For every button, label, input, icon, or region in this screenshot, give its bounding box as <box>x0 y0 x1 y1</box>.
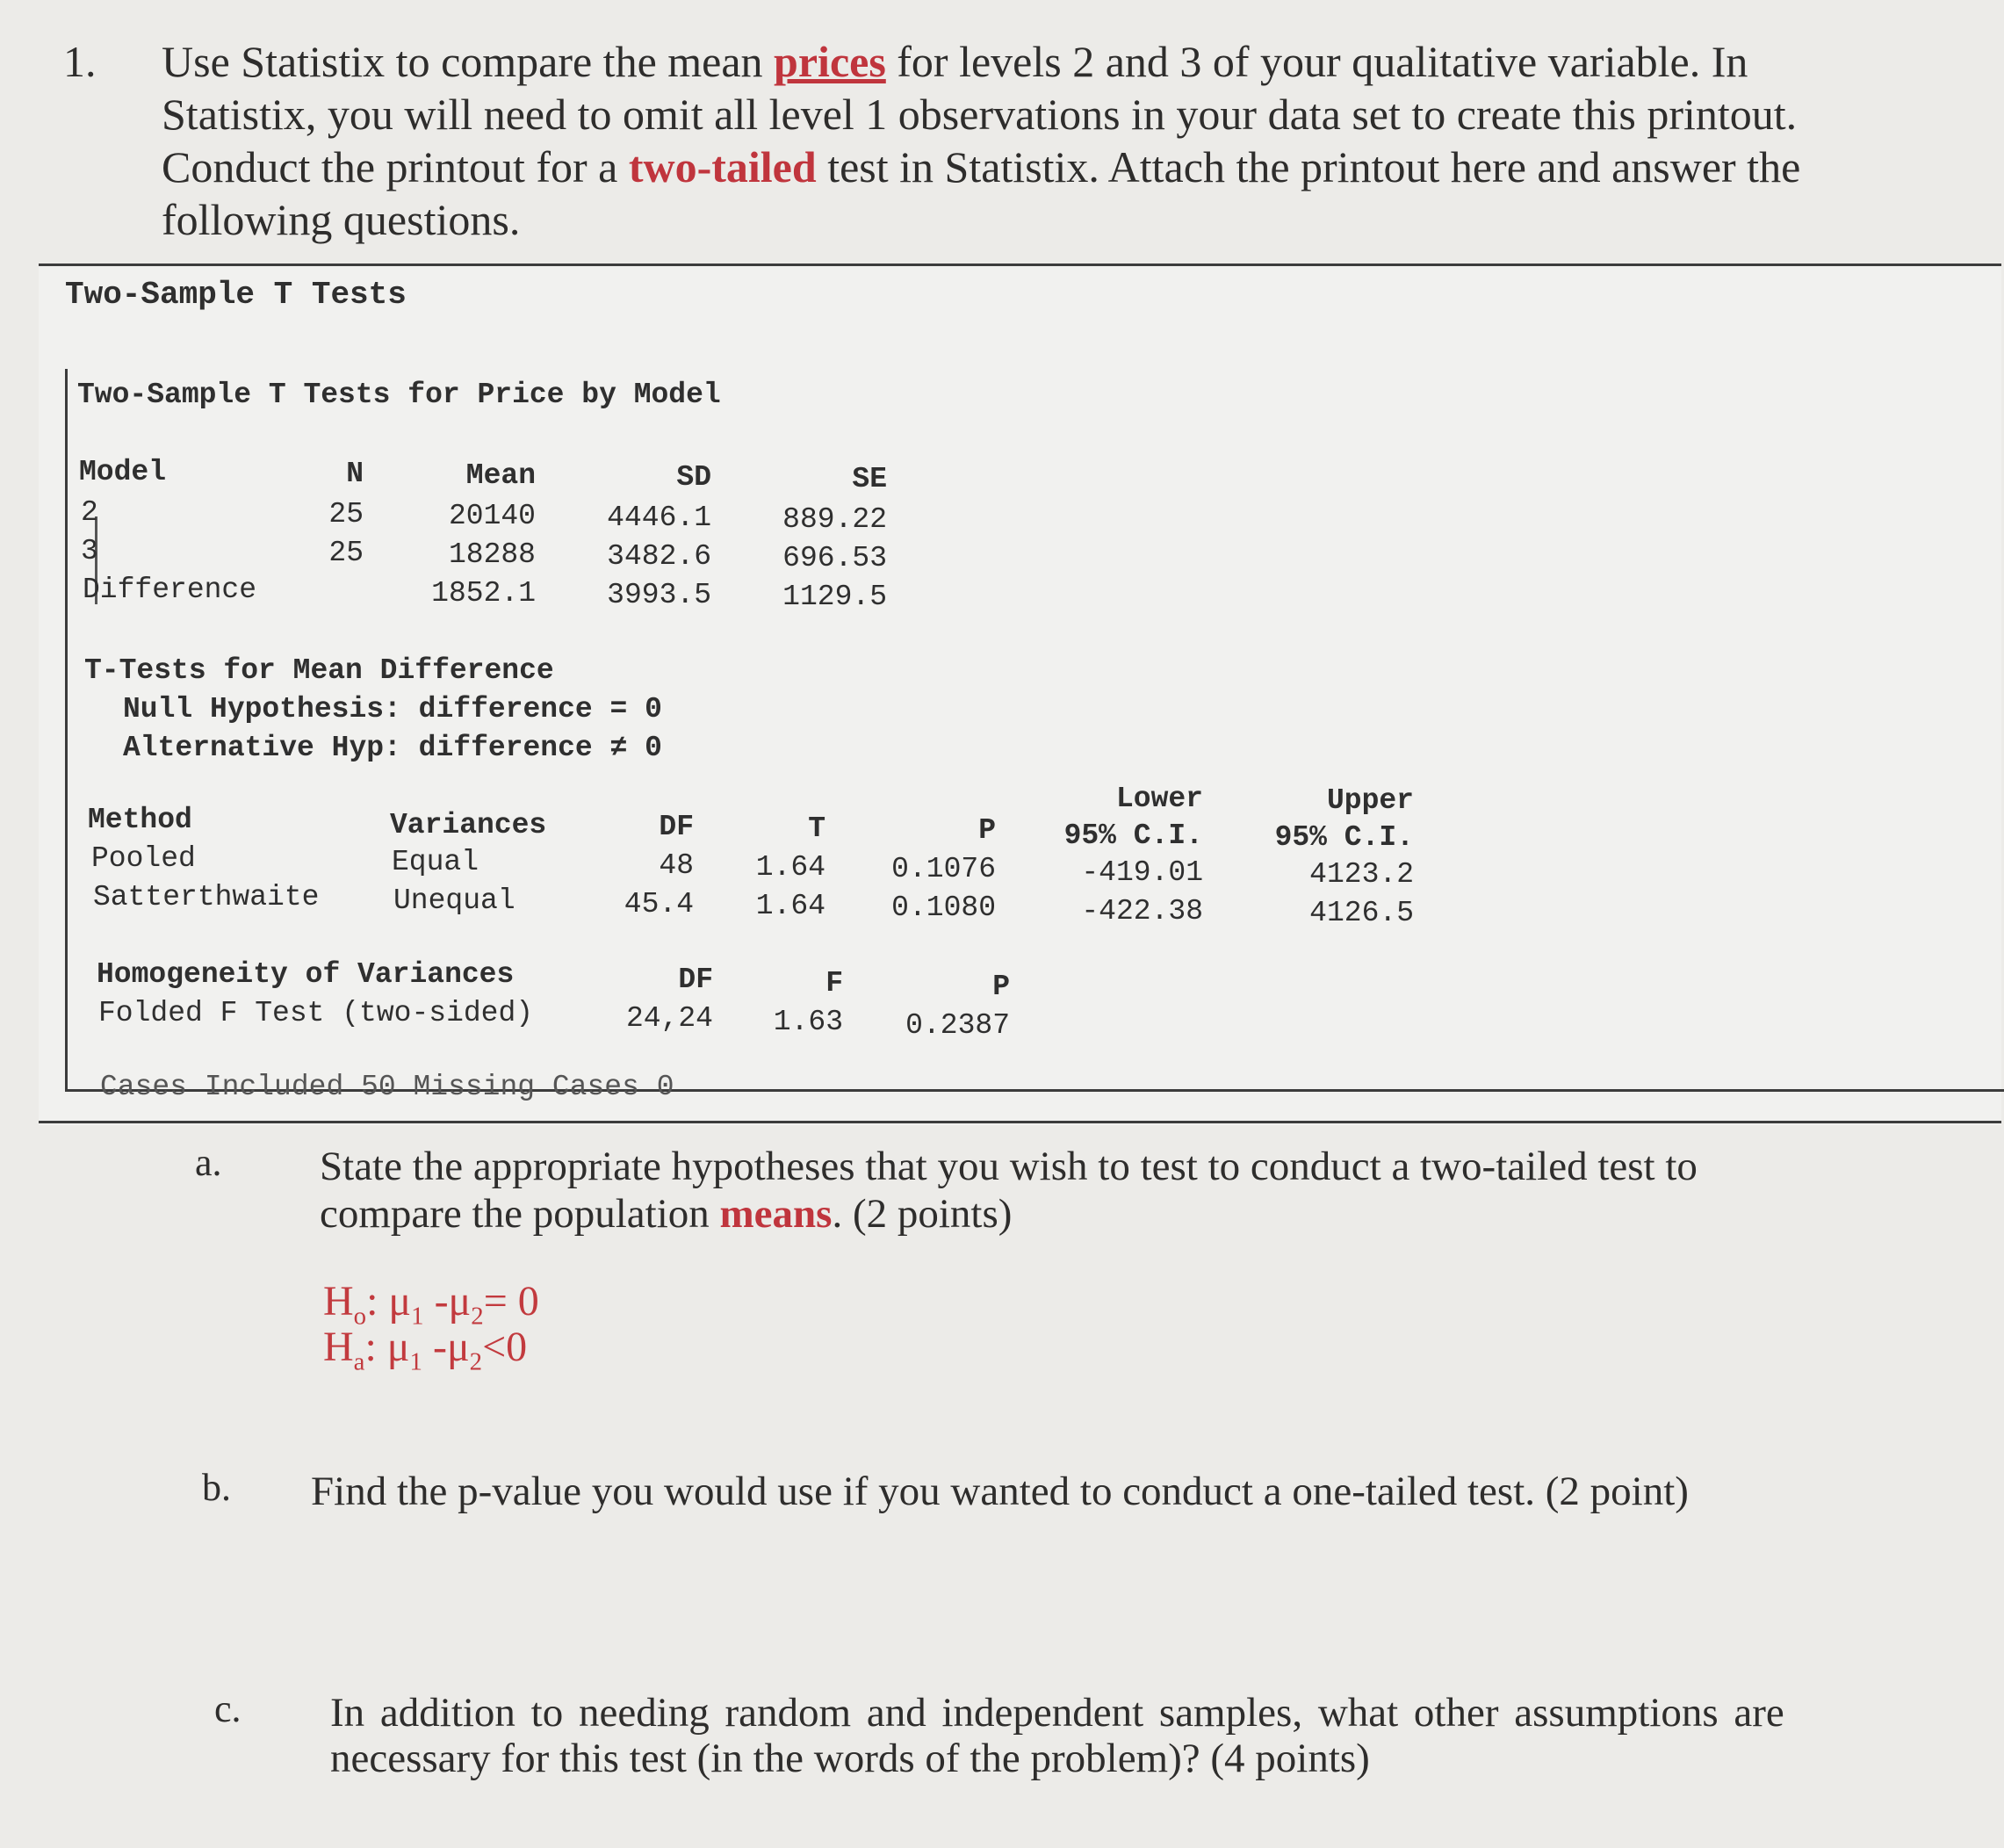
table-row-n: 25 <box>328 498 364 531</box>
alternative-hypothesis-answer: $H_a$: $\mu_1$ $-\mu_2<0$ <box>323 1324 528 1376</box>
header-upper: Upper <box>1326 784 1414 817</box>
header-upper-ci: 95% C.I. <box>1274 821 1414 854</box>
question-line-3: Conduct the printout for a two-tailed test in Statistix. Attach the printout here and answer the <box>162 142 1801 191</box>
table-row-se: 696.53 <box>782 542 887 574</box>
table-row-sd: 3482.6 <box>607 540 711 573</box>
table-row-p: 0.1080 <box>891 892 996 924</box>
keyword-prices: prices <box>774 37 886 86</box>
header-p: P <box>978 814 996 847</box>
table-row-model: Difference <box>83 574 257 606</box>
header-variances: Variances <box>390 809 547 841</box>
part-a-line-1: State the appropriate hypotheses that you wish to test to conduct a two-tailed test to <box>320 1144 1698 1189</box>
table-row-sd: 3993.5 <box>607 579 711 611</box>
table-row-p: 0.1076 <box>891 853 996 885</box>
cutoff-text: Cases Included 50 Missing Cases 0 <box>100 1071 674 1103</box>
table-row-n: 25 <box>328 537 364 569</box>
printout-section-title: Two-Sample T Tests for Price by Model <box>77 379 721 411</box>
part-c-line-2: necessary for this test (in the words of the problem)? (4 points) <box>330 1736 1370 1781</box>
header-n: N <box>346 458 364 490</box>
part-a-line-2: compare the population means. (2 points) <box>320 1191 1013 1237</box>
header-se: SE <box>852 463 887 495</box>
homog-f-value: 1.63 <box>773 1006 843 1038</box>
question-number: 1. <box>63 37 97 86</box>
table-row-upper-ci: 4126.5 <box>1309 897 1414 929</box>
table-row-upper-ci: 4123.2 <box>1309 858 1414 891</box>
header-t: T <box>808 812 825 845</box>
table-row-sd: 4446.1 <box>607 502 711 534</box>
header-homog-p: P <box>992 971 1010 1003</box>
homog-df-value: 24,24 <box>625 1002 713 1035</box>
table-row-df: 45.4 <box>624 888 694 920</box>
null-hypothesis-answer: $H_o$: $\mu_1$ $-\mu_2= 0$ <box>323 1278 539 1331</box>
table-row-se: 1129.5 <box>782 581 887 613</box>
header-method: Method <box>88 804 192 836</box>
part-c-line-1: In addition to needing random and independent samples, what other assumptions are <box>330 1690 1784 1736</box>
part-a-label: a. <box>195 1141 222 1184</box>
header-homog-f: F <box>825 967 843 1000</box>
table-row-model: 2 <box>81 496 98 529</box>
table-row-t: 1.64 <box>755 851 825 884</box>
table-row-variances: Unequal <box>393 884 515 917</box>
header-mean: Mean <box>465 459 536 492</box>
part-c-label: c. <box>214 1687 241 1730</box>
question-line-4: following questions. <box>162 195 521 244</box>
alternative-hypothesis: Alternative Hyp: difference ≠ 0 <box>123 732 662 764</box>
null-hypothesis: Null Hypothesis: difference = 0 <box>123 693 662 725</box>
table-row-lower-ci: -422.38 <box>1081 895 1203 928</box>
header-sd: SD <box>676 461 711 494</box>
table-row-method: Pooled <box>91 842 196 875</box>
table-row-df: 48 <box>659 849 694 882</box>
header-lower-ci: 95% C.I. <box>1063 819 1203 852</box>
question-line-2: Statistix, you will need to omit all level 1 observations in your data set to create this printout. <box>162 90 1798 139</box>
printout-window-title: Two-Sample T Tests <box>65 277 407 313</box>
folded-f-test-label: Folded F Test (two-sided) <box>98 997 534 1029</box>
printout-bottom-rule <box>39 1121 2001 1123</box>
table-row-t: 1.64 <box>755 890 825 922</box>
table-row-method: Satterthwaite <box>93 881 320 913</box>
table-row-mean: 1852.1 <box>431 577 536 610</box>
ttest-title: T-Tests for Mean Difference <box>84 654 554 687</box>
cutoff-clip <box>100 1070 803 1103</box>
header-lower: Lower <box>1115 783 1203 815</box>
header-df: DF <box>659 811 694 843</box>
header-homog-df: DF <box>678 964 713 996</box>
homog-p-value: 0.2387 <box>905 1009 1010 1042</box>
homogeneity-title: Homogeneity of Variances <box>97 958 515 991</box>
table-row-model: 3 <box>81 535 98 567</box>
keyword-means: means <box>719 1191 833 1237</box>
question-line-1: Use Statistix to compare the mean prices for levels 2 and 3 of your qualitative variable. In <box>162 37 1748 86</box>
table-row-se: 889.22 <box>782 503 887 536</box>
header-model: Model <box>79 456 167 488</box>
table-row-mean: 20140 <box>448 500 536 532</box>
keyword-two-tailed: two-tailed <box>628 142 817 191</box>
table-row-lower-ci: -419.01 <box>1081 856 1203 889</box>
part-b-text: Find the p-value you would use if you wanted to conduct a one-tailed test. (2 point) <box>311 1469 1689 1514</box>
table-row-variances: Equal <box>392 846 479 878</box>
part-b-label: b. <box>202 1466 231 1509</box>
table-row-mean: 18288 <box>448 538 536 571</box>
